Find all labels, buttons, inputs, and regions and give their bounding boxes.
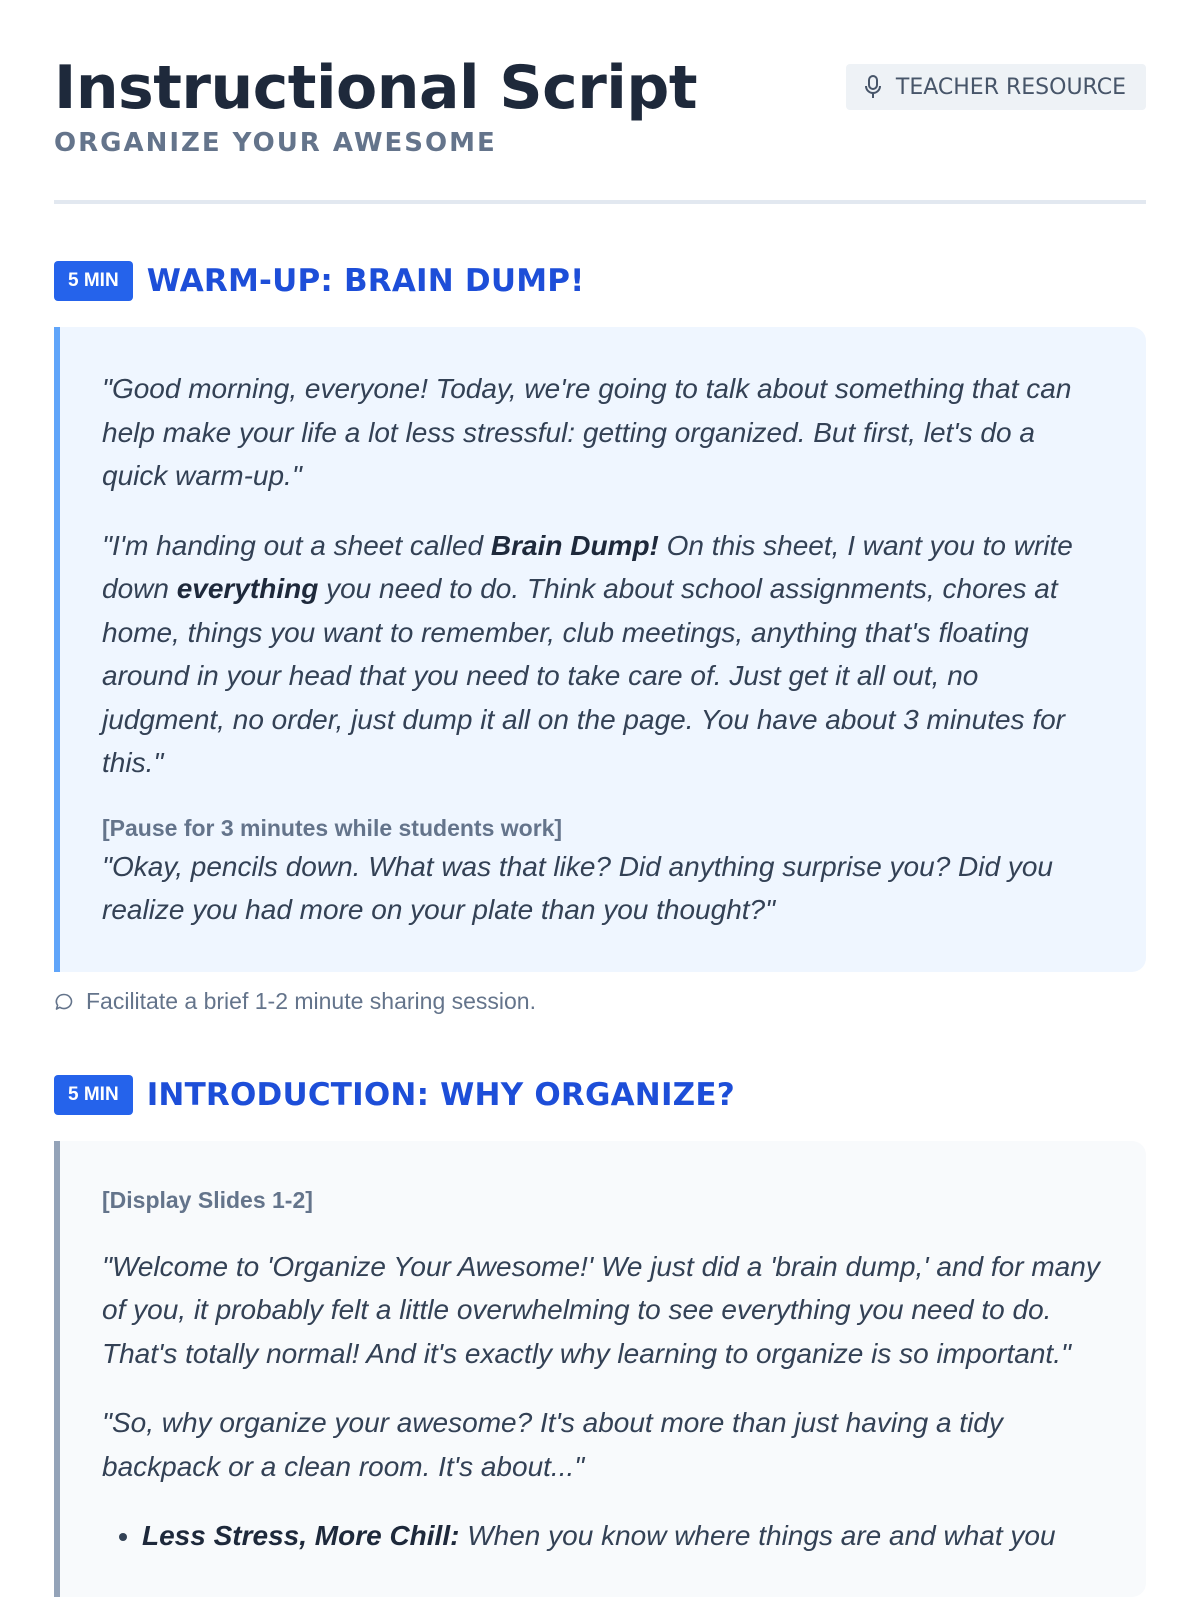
stage-direction: [Display Slides 1-2] — [102, 1186, 313, 1213]
quote-text: On this sheet, I want you to write down — [102, 529, 1073, 604]
facilitation-text: Facilitate a brief 1-2 minute sharing session. — [86, 988, 536, 1014]
facilitation-note — [54, 986, 1146, 1018]
script-quote — [102, 524, 1102, 785]
list-item-label: Less Stress, More Chill: — [142, 1520, 460, 1551]
time-badge: 5 MIN — [54, 261, 133, 301]
script-box-warm-up — [54, 327, 1146, 972]
speech-bubble-icon — [54, 992, 74, 1012]
page-subtitle: ORGANIZE YOUR AWESOME — [54, 128, 497, 158]
section-title: WARM-UP: BRAIN DUMP! — [146, 263, 585, 299]
list-item — [142, 1514, 1102, 1557]
script-quote: "Okay, pencils down. What was that like? Did anything surprise you? Did you realize you had more on your plate than you thought?" — [102, 850, 1053, 925]
quote-bold-text: everything — [176, 573, 319, 604]
list-item-text: When you know where things are and what you — [459, 1520, 1056, 1551]
page-title: Instructional Script — [54, 53, 697, 123]
page-header — [54, 0, 1146, 204]
quote-text: you need to do. Think about school assignments, chores at home, things you want to remember, club meetings, anything that's floating around in your head that you need to take care of. Just get it all out, no judgment, no order, just dump it all on the page. You have about 3 minutes for this." — [102, 573, 1066, 778]
section-heading-introduction — [54, 1075, 1146, 1115]
teacher-resource-badge — [846, 64, 1146, 110]
section-heading-warm-up — [54, 261, 1146, 301]
quote-bold-text: Brain Dump! — [490, 529, 659, 561]
quote-text: "I'm handing out a sheet called — [102, 529, 491, 561]
script-quote: "Good morning, everyone! Today, we're going to talk about something that can help make your life a lot less stressful: getting organized. But first, let's do a quick warm-up." — [102, 373, 1072, 491]
stage-direction: [Pause for 3 minutes while students work] — [102, 814, 563, 841]
script-quote: "So, why organize your awesome? It's about more than just having a tidy backpack or a clean room. It's about..." — [102, 1407, 1003, 1482]
script-quote: "Welcome to 'Organize Your Awesome!' We just did a 'brain dump,' and for many of you, it probably felt a little overwhelming to see everything you need to do. That's totally normal! And it's exactly why learning to organize is so important." — [102, 1250, 1100, 1369]
benefits-list — [102, 1514, 1102, 1557]
teacher-resource-label: TEACHER RESOURCE — [895, 74, 1126, 100]
microphone-icon — [864, 75, 882, 99]
script-box-introduction — [54, 1141, 1146, 1598]
section-title: INTRODUCTION: WHY ORGANIZE? — [146, 1076, 735, 1113]
time-badge: 5 MIN — [54, 1075, 133, 1115]
